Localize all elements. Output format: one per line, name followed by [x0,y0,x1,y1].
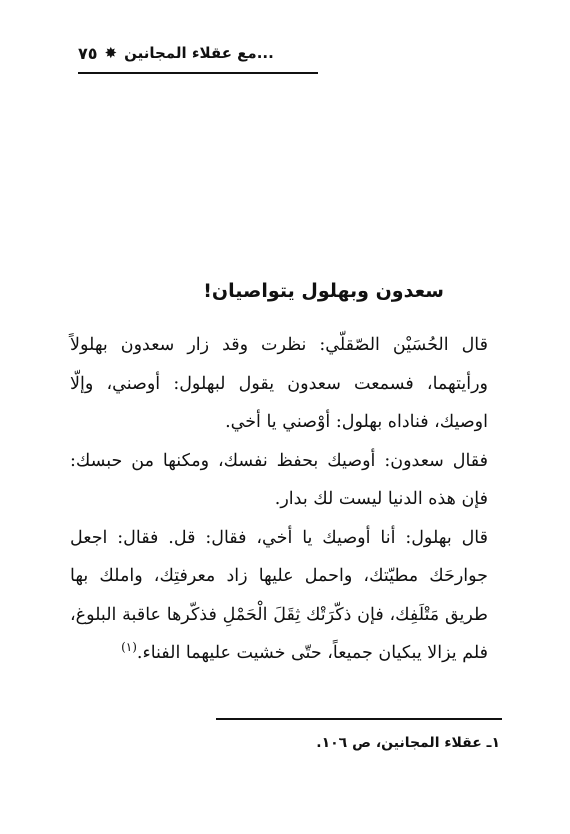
running-header [78,40,318,66]
page-number: ٧٥ [78,43,98,63]
paragraph-3 [70,519,488,673]
footnote: ١ـ عقلاء المجانين، ص ١٠٦. [316,735,500,751]
header-rule [78,72,318,74]
running-header-title: ...مع عقلاء المجانين [124,44,274,62]
section-heading: سعدون وبهلول يتواصيان! [203,280,444,302]
star-ornament-icon: ✸ [104,43,118,62]
paragraph-3-text: قال بهلول: أنا أوصيك يا أخي، فقال: قل. فقال: اجعل جوارحَك مطيّتك، واحمل عليها زاد معرفتِك، واملك بها طريق مَتْلَفِك، فإن ذكّرَتْك ثِقَلَ الْحَمْلِ فذكّرها عاقبة البلوغ، فلم يزالا يبكيان جميعاً، حتّى خشيت عليهما الفناء. [70,527,488,663]
footnote-rule [216,718,502,720]
body-text [70,326,488,673]
footnote-marker: (١) [121,640,137,655]
paragraph-2: فقال سعدون: أوصيك بحفظ نفسك، ومكنها من حبسك: فإن هذه الدنيا ليست لك بدار. [70,450,488,509]
paragraph-1: قال الحُسَيْن الصّقلّي: نظرت وقد زار سعدون بهلولاً ورأيتهما، فسمعت سعدون يقول لبهلول: أوصني، وإلّا اوصيك، فناداه بهلول: أوْصني يا أخي. [70,335,488,432]
